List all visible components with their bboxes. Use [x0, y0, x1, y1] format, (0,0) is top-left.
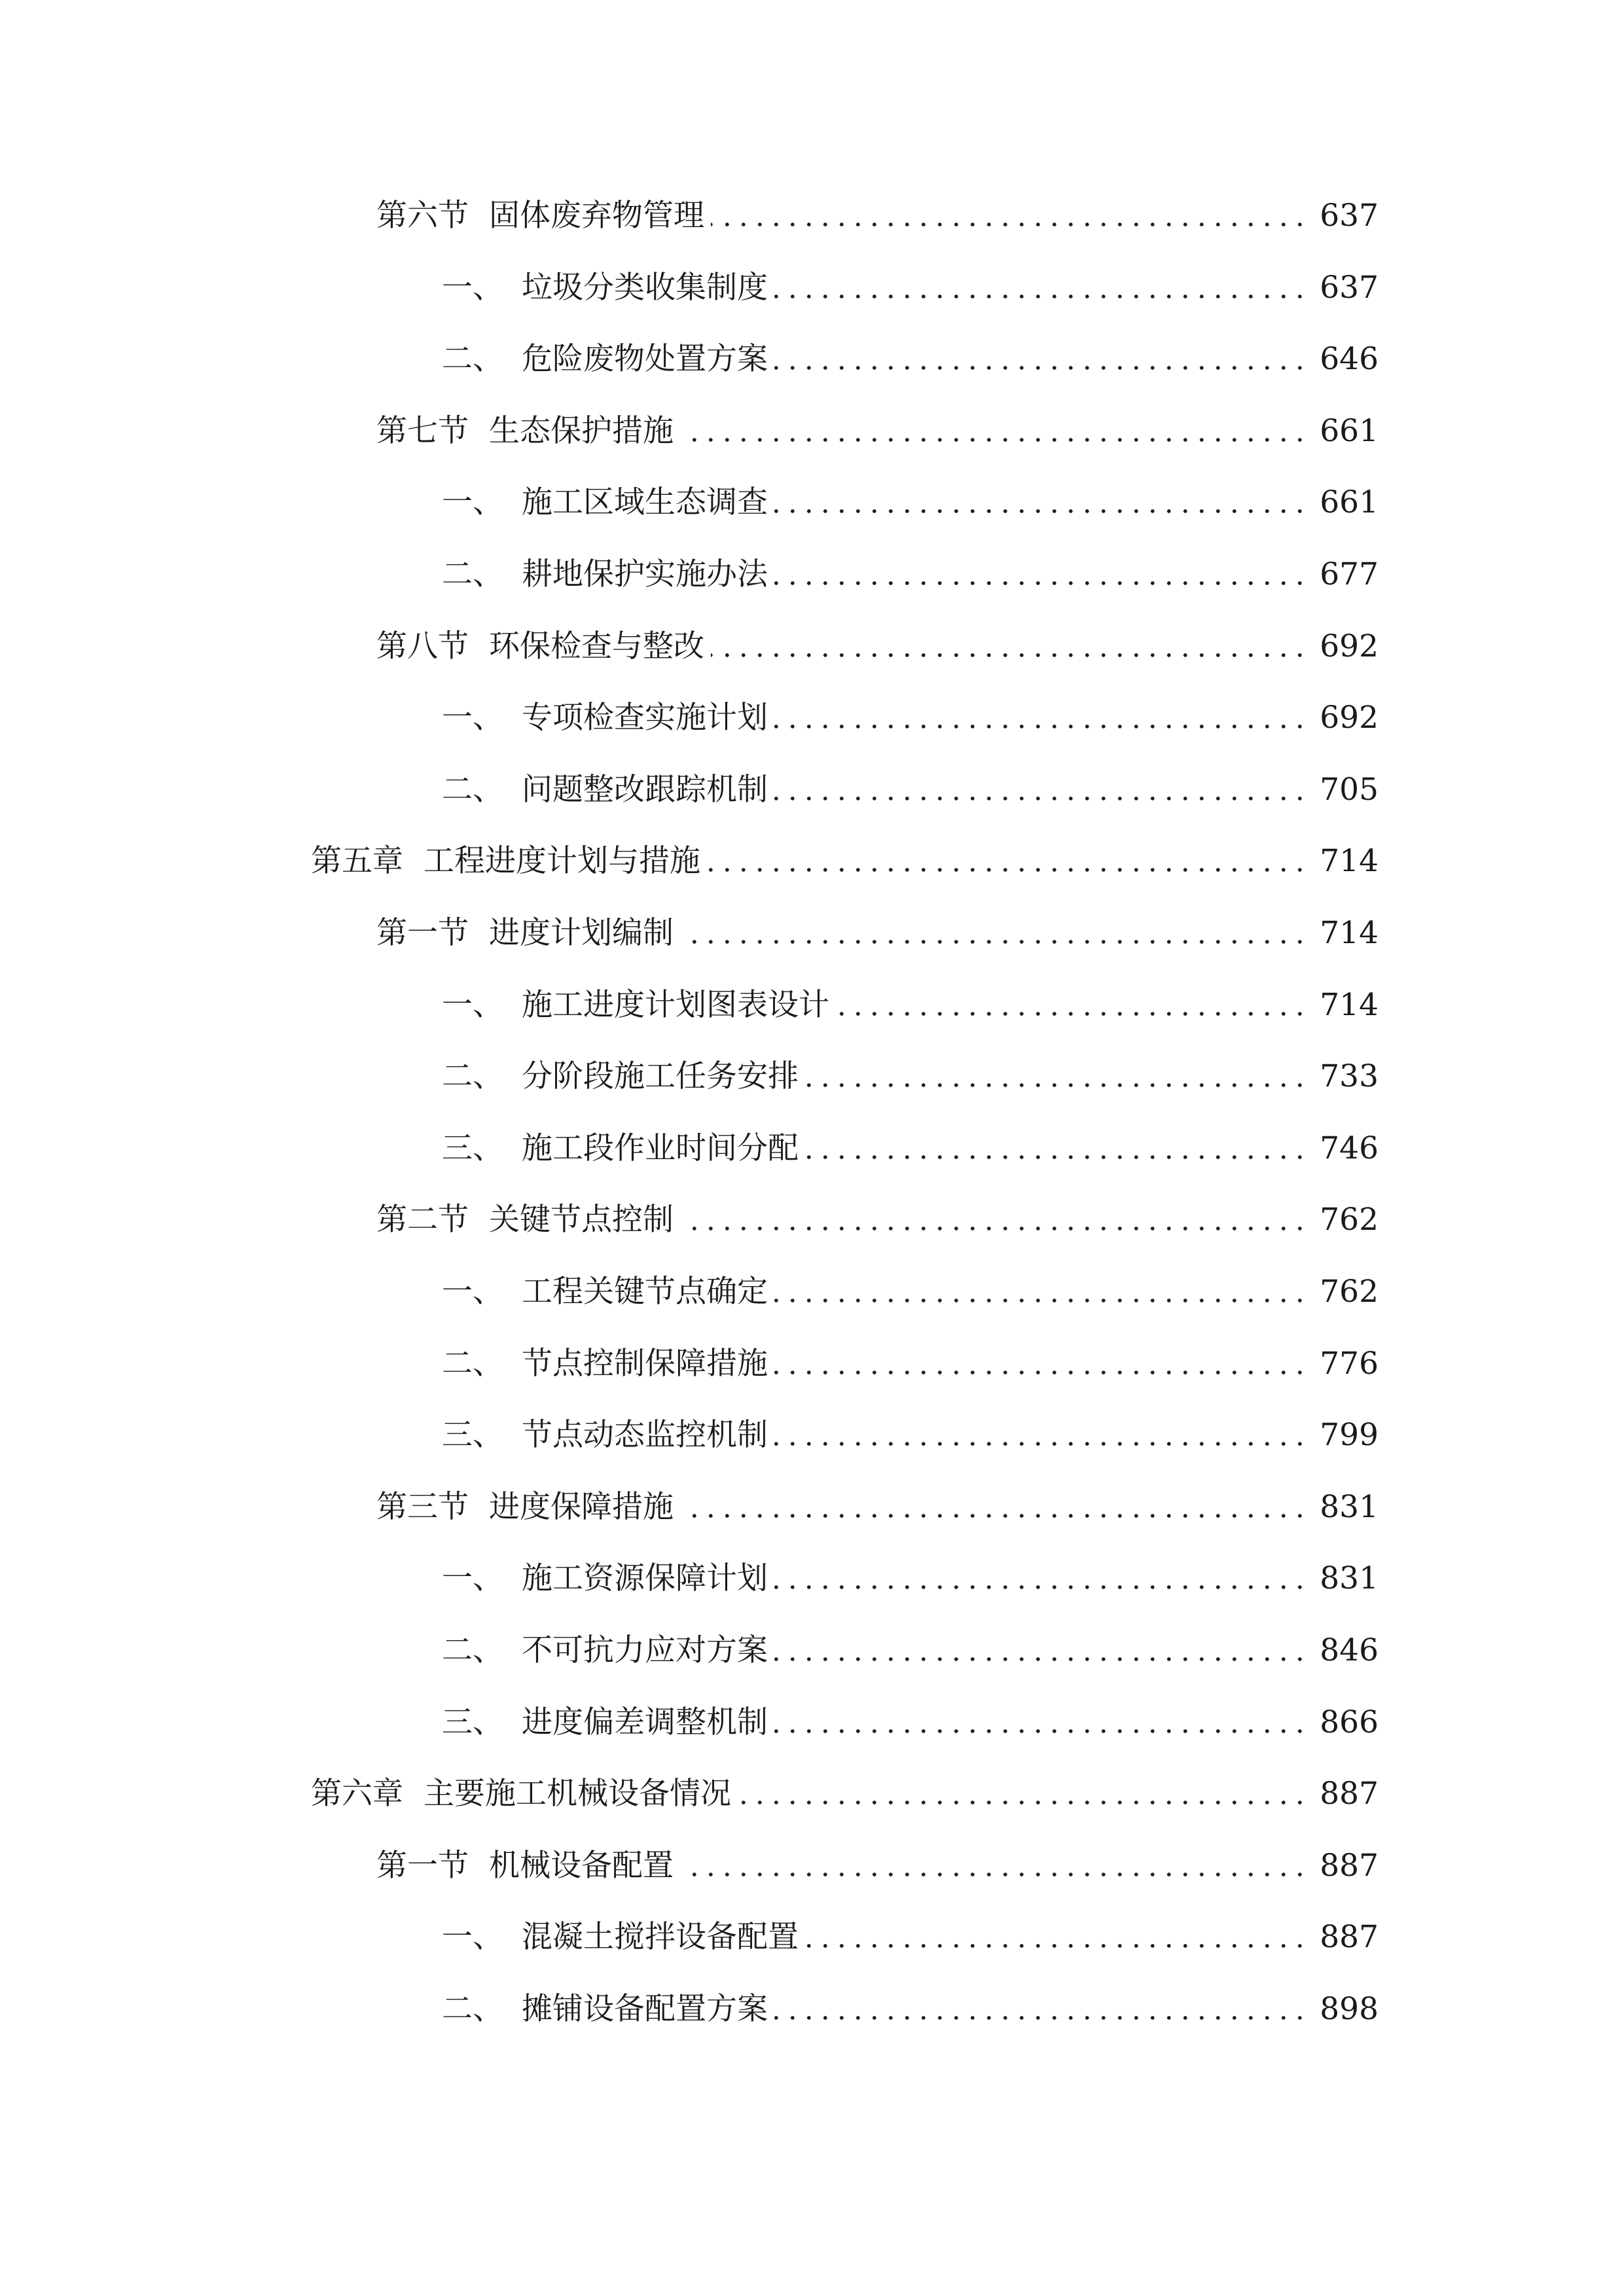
toc-entry-number: 第六章 [311, 1776, 403, 1812]
toc-entry-title: 进度计划编制 [489, 915, 674, 951]
toc-entry-number: 一、 [442, 700, 503, 736]
dot-leader [680, 1840, 1308, 1892]
toc-entry-title: 危险废物处置方案 [522, 341, 768, 378]
toc-entry[interactable] [442, 1696, 1379, 1749]
toc-entry-title: 摊铺设备配置方案 [522, 1991, 768, 2027]
toc-entry-number: 二、 [442, 556, 503, 592]
toc-entry-title: 分阶段施工任务安排 [522, 1058, 799, 1095]
dot-leader [680, 907, 1308, 960]
dot-leader [774, 1409, 1308, 1462]
dot-leader [774, 548, 1308, 601]
toc-entry-number: 第六节 [376, 198, 469, 234]
toc-entry-number: 三、 [442, 1417, 503, 1454]
dot-leader [774, 262, 1308, 314]
toc-entry-title: 节点控制保障措施 [522, 1345, 768, 1382]
toc-entry-number: 第二节 [376, 1202, 469, 1238]
toc-entry-title: 施工区域生态调查 [522, 484, 768, 521]
dot-leader [680, 1481, 1308, 1534]
toc-entry-page-number: 661 [1320, 412, 1379, 449]
toc-entry-page-number: 866 [1320, 1704, 1379, 1740]
toc-entry[interactable] [442, 333, 1379, 386]
toc-entry-number: 第八节 [376, 628, 469, 664]
toc-entry-page-number: 637 [1320, 198, 1379, 234]
toc-entry-title: 节点动态监控机制 [522, 1417, 768, 1454]
toc-entry[interactable] [442, 1911, 1379, 1964]
toc-entry-page-number: 746 [1320, 1130, 1379, 1166]
toc-entry[interactable] [311, 1768, 1379, 1820]
toc-entry-number: 三、 [442, 1130, 503, 1166]
toc-entry-title: 环保检查与整改 [489, 628, 704, 664]
toc-entry[interactable] [442, 1552, 1379, 1605]
dot-leader [774, 1552, 1308, 1605]
toc-entry-page-number: 646 [1320, 341, 1379, 378]
dot-leader [680, 1194, 1308, 1246]
dot-leader [805, 1911, 1308, 1964]
toc-entry-number: 二、 [442, 1632, 503, 1668]
toc-entry-title: 耕地保护实施办法 [522, 556, 768, 592]
toc-entry-page-number: 831 [1320, 1560, 1379, 1597]
toc-entry-title: 进度偏差调整机制 [522, 1704, 768, 1740]
toc-entry-number: 第一节 [376, 1847, 469, 1884]
toc-entry-number: 一、 [442, 1560, 503, 1597]
toc-entry[interactable] [442, 1983, 1379, 2036]
toc-entry[interactable] [376, 620, 1379, 673]
toc-entry-number: 一、 [442, 269, 503, 306]
toc-entry[interactable] [376, 190, 1379, 242]
toc-entry-title: 工程关键节点确定 [522, 1274, 768, 1310]
toc-entry-number: 一、 [442, 1274, 503, 1310]
toc-entry[interactable] [376, 1481, 1379, 1534]
toc-entry-title: 施工进度计划图表设计 [522, 986, 829, 1023]
toc-entry[interactable] [311, 835, 1379, 888]
dot-leader [774, 476, 1308, 529]
toc-entry[interactable] [442, 979, 1379, 1031]
dot-leader [707, 835, 1308, 888]
toc-entry-number: 二、 [442, 1345, 503, 1382]
toc-entry[interactable] [442, 476, 1379, 529]
toc-entry[interactable] [442, 1050, 1379, 1103]
dot-leader [805, 1050, 1308, 1103]
toc-entry-title: 进度保障措施 [489, 1488, 674, 1525]
toc-entry-page-number: 692 [1320, 628, 1379, 664]
toc-entry-page-number: 762 [1320, 1274, 1379, 1310]
toc-entry-page-number: 776 [1320, 1345, 1379, 1382]
toc-entry-page-number: 714 [1320, 915, 1379, 951]
toc-entry[interactable] [442, 1338, 1379, 1390]
dot-leader [774, 333, 1308, 386]
toc-entry-title: 工程进度计划与措施 [424, 843, 700, 880]
toc-entry-number: 三、 [442, 1704, 503, 1740]
toc-entry[interactable] [442, 548, 1379, 601]
toc-entry[interactable] [376, 907, 1379, 960]
toc-entry-page-number: 887 [1320, 1776, 1379, 1812]
toc-entry[interactable] [442, 1266, 1379, 1318]
toc-entry-page-number: 714 [1320, 843, 1379, 880]
dot-leader [774, 764, 1308, 816]
toc-entry-number: 一、 [442, 986, 503, 1023]
toc-entry-page-number: 887 [1320, 1847, 1379, 1884]
toc-entry[interactable] [442, 1624, 1379, 1677]
dot-leader [774, 1266, 1308, 1318]
toc-entry[interactable] [376, 405, 1379, 457]
toc-entry-page-number: 637 [1320, 269, 1379, 306]
toc-entry-number: 一、 [442, 1919, 503, 1956]
toc-entry-number: 第三节 [376, 1488, 469, 1525]
toc-entry-title: 不可抗力应对方案 [522, 1632, 768, 1668]
toc-entry-page-number: 846 [1320, 1632, 1379, 1668]
dot-leader [774, 692, 1308, 744]
toc-entry-page-number: 898 [1320, 1991, 1379, 2027]
toc-entry-title: 施工资源保障计划 [522, 1560, 768, 1597]
toc-entry-page-number: 887 [1320, 1919, 1379, 1956]
dot-leader [805, 1122, 1308, 1175]
toc-entry-title: 生态保护措施 [489, 412, 674, 449]
toc-entry-number: 第五章 [311, 843, 403, 880]
toc-entry[interactable] [376, 1840, 1379, 1892]
toc-entry-title: 混凝土搅拌设备配置 [522, 1919, 799, 1956]
toc-entry[interactable] [442, 1409, 1379, 1462]
toc-entry-number: 二、 [442, 341, 503, 378]
toc-entry-page-number: 714 [1320, 986, 1379, 1023]
toc-entry-page-number: 677 [1320, 556, 1379, 592]
toc-entry[interactable] [442, 692, 1379, 744]
toc-entry-page-number: 831 [1320, 1488, 1379, 1525]
toc-entry-title: 固体废弃物管理 [489, 198, 704, 234]
toc-entry-title: 垃圾分类收集制度 [522, 269, 768, 306]
toc-entry-page-number: 733 [1320, 1058, 1379, 1095]
toc-entry-number: 第七节 [376, 412, 469, 449]
toc-entry-page-number: 692 [1320, 700, 1379, 736]
toc-entry[interactable] [442, 1122, 1379, 1175]
toc-entry[interactable] [442, 262, 1379, 314]
toc-entry-title: 专项检查实施计划 [522, 700, 768, 736]
toc-entry-title: 施工段作业时间分配 [522, 1130, 799, 1166]
toc-entry-number: 一、 [442, 484, 503, 521]
toc-entry-page-number: 705 [1320, 771, 1379, 808]
toc-entry-number: 二、 [442, 771, 503, 808]
toc-entry-number: 二、 [442, 1991, 503, 2027]
dot-leader [774, 1983, 1308, 2036]
dot-leader [711, 190, 1308, 242]
dot-leader [774, 1624, 1308, 1677]
toc-entry-title: 关键节点控制 [489, 1202, 674, 1238]
toc-entry-number: 第一节 [376, 915, 469, 951]
dot-leader [680, 405, 1308, 457]
dot-leader [836, 979, 1308, 1031]
toc-entry-page-number: 799 [1320, 1417, 1379, 1454]
toc-entry-number: 二、 [442, 1058, 503, 1095]
dot-leader [738, 1768, 1308, 1820]
dot-leader [774, 1338, 1308, 1390]
toc-entry-title: 主要施工机械设备情况 [424, 1776, 731, 1812]
toc-entry-title: 问题整改跟踪机制 [522, 771, 768, 808]
toc-entry-page-number: 762 [1320, 1202, 1379, 1238]
toc-entry[interactable] [442, 764, 1379, 816]
toc-entry-page-number: 661 [1320, 484, 1379, 521]
dot-leader [774, 1696, 1308, 1749]
dot-leader [711, 620, 1308, 673]
toc-entry[interactable] [376, 1194, 1379, 1246]
toc-entry-title: 机械设备配置 [489, 1847, 674, 1884]
